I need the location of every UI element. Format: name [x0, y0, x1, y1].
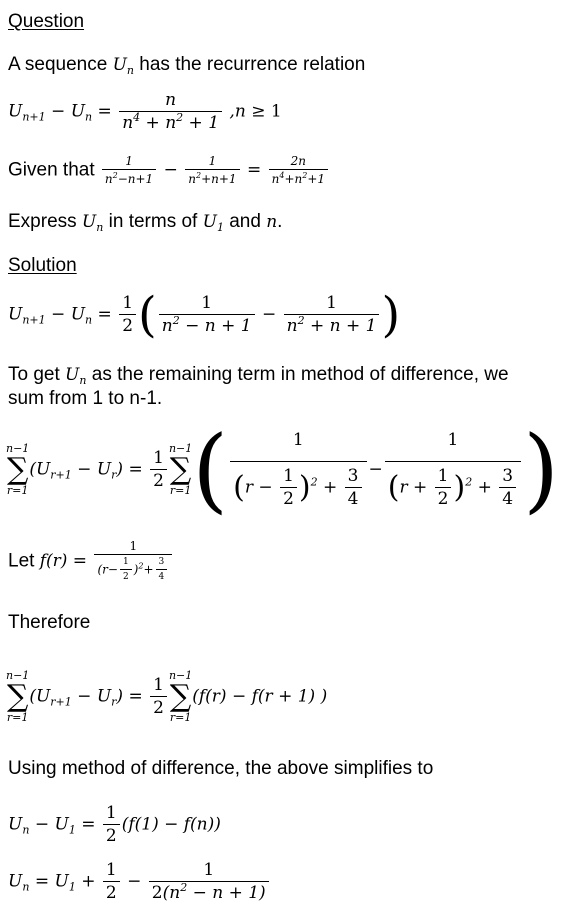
summation-equation: n−1 ∑ r=1 $(U_{r+1} - U_r)$ = $\frac{1}{2}$ n−1 ∑ r=1 ( 1 (r − $\frac{1}{2}$ )$^2$ + $\frac{3}{4}$ − 1 (r + $\frac{1}{2}$ )$^2$ + $\frac{3}{4}$ )	[6, 416, 559, 524]
solution-heading: Solution	[8, 255, 77, 276]
difference-result: $U_n - U_1$ = $\frac{1}{2}$ (f(1) − f(n))	[8, 803, 221, 846]
question-task: Express $U_n$ in terms of $U_1$ and n.	[8, 211, 283, 234]
express-text-b: in terms of	[108, 211, 198, 232]
question-heading: Question	[8, 11, 85, 32]
express-text-c: and	[229, 211, 261, 232]
simplify-text: Using method of difference, the above simplifies to	[8, 758, 434, 779]
let-label: Let	[8, 550, 35, 572]
intro-text-a: A sequence	[8, 54, 108, 75]
intro-text-b: has the recurrence relation	[139, 54, 366, 75]
given-label: Given that	[8, 159, 95, 181]
explain-text-a: To get	[8, 364, 60, 385]
recurrence-relation: $U_{n+1} - U_n$ = $\frac{n}{n^4 + n^2 + 1}$ ,n ≥ 1	[8, 90, 282, 133]
recurrence-fraction: $\frac{n}{n^4 + n^2 + 1}$	[119, 92, 222, 132]
given-identity: Given that $\frac{1}{n^2-n+1}$ − $\frac{1}{n^2+n+1}$ = $\frac{2n}{n^4+n^2+1}$	[8, 155, 330, 185]
summation-f-equation: n−1 ∑ r=1 $(U_{r+1} - U_r)$ = $\frac{1}{2}$ n−1 ∑ r=1 (f(r) − f(r + 1) )	[6, 669, 328, 725]
sequence-symbol: $U_n$	[112, 55, 135, 77]
explain-line-2: sum from 1 to n-1.	[8, 388, 163, 409]
split-relation: $U_{n+1} - U_n$ = $\frac{1}{2}$ ( $\frac{1}{n^2 - n + 1}$ − $\frac{1}{n^2 + n + 1}$ )	[8, 286, 401, 343]
let-definition: Let f(r) = 1 (r− $\frac{1}{2}$ )$^2$+ $\frac{3}{4}$	[8, 540, 174, 582]
final-answer: $U_n = U_1$ + $\frac{1}{2}$ − $\frac{1}{2(n^2 - n + 1)}$	[8, 862, 271, 902]
explain-text-b: as the remaining term in method of difference, we	[91, 364, 509, 385]
express-text-a: Express	[8, 211, 77, 232]
question-intro	[8, 54, 366, 77]
therefore-label: Therefore	[8, 612, 91, 633]
explain-line-1: To get $U_n$ as the remaining term in method of difference, we	[8, 364, 509, 387]
